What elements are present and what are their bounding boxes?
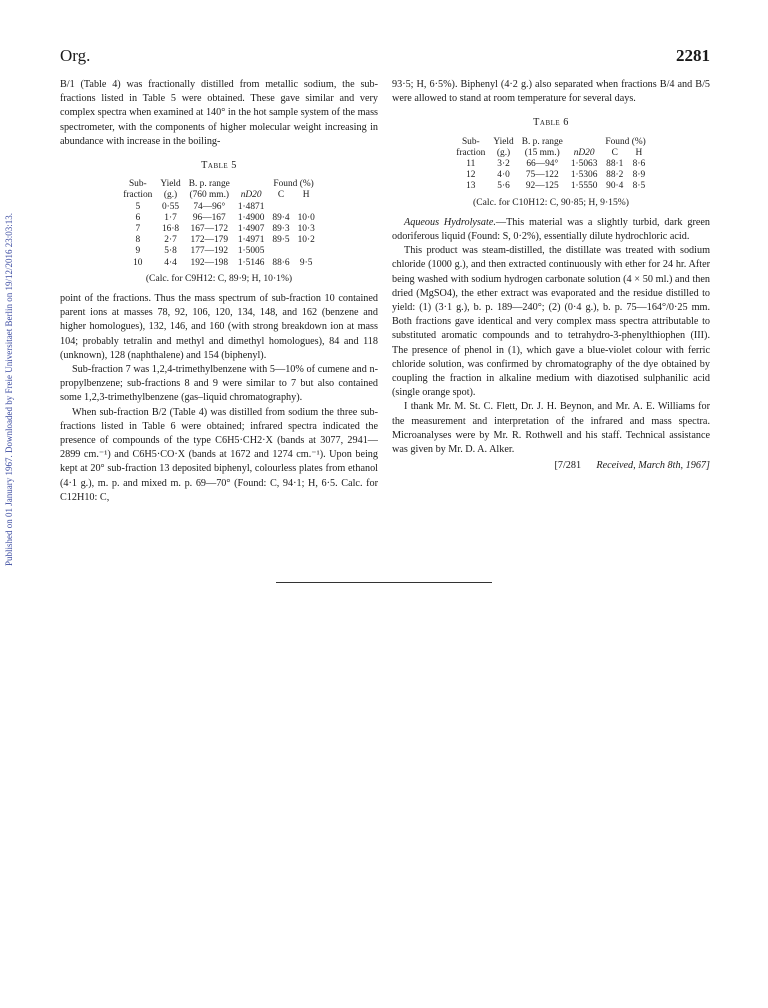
col-header: (g.) — [163, 190, 178, 201]
table-cell: 192—198 — [190, 257, 228, 268]
table-cell: 1·5063 — [570, 159, 598, 170]
table-cell: 10·0 — [297, 212, 315, 223]
received-date: Received, March 8th, 1967] — [596, 460, 710, 472]
table-cell — [268, 202, 293, 213]
table-cell: 10 — [133, 257, 143, 268]
table-row — [119, 213, 319, 224]
col-header: Yield — [493, 136, 514, 147]
table-cell: 167—172 — [190, 224, 228, 235]
table-cell: 8 — [135, 235, 141, 246]
table-cell: 1·4900 — [237, 212, 265, 223]
col-header: Sub- — [461, 136, 480, 147]
table-row — [119, 202, 319, 213]
table-row — [452, 170, 650, 181]
table-cell: 11 — [466, 159, 476, 170]
table-cell: 88·1 — [606, 159, 624, 170]
col-header: B. p. range — [188, 179, 230, 190]
table-cell: 1·5146 — [237, 257, 265, 268]
table-cell: 90·4 — [606, 181, 624, 192]
col-header: (760 mm.) — [189, 190, 230, 201]
col-header: (15 mm.) — [524, 147, 560, 158]
table-cell: 6 — [135, 212, 141, 223]
table-cell: 4·0 — [497, 170, 510, 181]
table-5-title: Table 5 — [201, 160, 237, 172]
col-header: H — [635, 147, 643, 158]
col-header: B. p. range — [521, 136, 563, 147]
col-header: fraction — [123, 190, 153, 201]
table-row — [119, 258, 319, 269]
table-cell: 5·8 — [164, 246, 177, 257]
col-header: fraction — [456, 147, 486, 158]
table-row — [452, 159, 650, 170]
col-header: (g.) — [496, 147, 511, 158]
table-row — [119, 246, 319, 257]
table-cell: 3·2 — [497, 159, 510, 170]
col-header: C — [611, 147, 618, 158]
table-cell: 5·6 — [497, 181, 510, 192]
table-cell: 1·7 — [164, 212, 177, 223]
table-cell: 74—96° — [193, 201, 226, 212]
table-row — [452, 181, 650, 192]
table-6 — [452, 137, 650, 193]
left-column — [60, 78, 378, 505]
paragraph — [392, 216, 710, 244]
table-row — [119, 235, 319, 246]
table-cell: 10·3 — [297, 224, 315, 235]
col-header: Sub- — [128, 179, 147, 190]
col-header: Found (%) — [605, 136, 646, 147]
table-cell: 8·6 — [632, 159, 646, 170]
table-cell: 88·2 — [606, 170, 624, 181]
table-cell — [294, 246, 319, 257]
table-6-calc: (Calc. for C10H12: C, 90·85; H, 9·15%) — [473, 196, 629, 208]
table-cell: 177—192 — [190, 246, 228, 257]
table-cell: 96—167 — [192, 212, 226, 223]
table-cell: 1·4871 — [237, 201, 265, 212]
section-heading: Aqueous Hydrolysate. — [404, 216, 496, 228]
table-cell: 0·55 — [161, 201, 180, 212]
table-5 — [119, 179, 319, 269]
reference-code: [7/281 — [554, 460, 582, 472]
paragraph: Sub-fraction 7 was 1,2,4-trimethylbenzene with 5—10% of cumene and n-propylbenzene; sub-fractions 8 and 9 were similar to 7 but also contained some 1,2,3-trimethylbenzene (gas–liquid chromatography). — [60, 364, 378, 404]
table-cell: 5 — [135, 201, 141, 212]
col-header: C — [277, 190, 285, 201]
table-cell: 4·4 — [164, 257, 177, 268]
table-cell: 89·4 — [272, 212, 290, 223]
table-cell: 75—122 — [525, 170, 559, 181]
table-row — [119, 224, 319, 235]
section-header: Org. — [60, 46, 91, 65]
table-cell: 89·5 — [272, 235, 290, 246]
table-cell: 1·5005 — [237, 246, 265, 257]
paragraph: point of the fractions. Thus the mass spectrum of sub-fraction 10 contained parent ions at masses 78, 92, 106, 120, 134, 148, and 162 (benzene and higher homologues), 132, 146, and 160 (with strong breakdown ion at mass 104; probably tetralin and methyl and dimethyl homologues), 84 and 118 (unknown), 128 (naphthalene) and 154 (biphenyl). — [60, 293, 378, 361]
col-header: Yield — [160, 179, 181, 190]
table-6-title: Table 6 — [533, 117, 569, 129]
table-cell: 9 — [135, 246, 141, 257]
received-line — [392, 459, 710, 473]
table-cell: 12 — [466, 170, 476, 181]
table-cell: 8·5 — [632, 181, 646, 192]
table-cell: 2·7 — [164, 235, 177, 246]
table-cell: 1·5550 — [570, 181, 598, 192]
table-cell: 89·3 — [272, 224, 290, 235]
table-cell: 13 — [466, 181, 476, 192]
table-cell: 10·2 — [297, 235, 315, 246]
table-cell: 1·4971 — [237, 235, 265, 246]
paragraph: 93·5; H, 6·5%). Biphenyl (4·2 g.) also separated when fractions B/4 and B/5 were allowed to stand at room temperature for several days. — [392, 79, 710, 105]
table-cell — [268, 246, 293, 257]
table-cell: 172—179 — [190, 235, 228, 246]
table-cell: 8·9 — [632, 170, 646, 181]
table-cell: 7 — [135, 224, 141, 235]
section-text: —This material was a slightly turbid, dark green odoriferous liquid (Found: S, 0·2%), essentially dilute hydrochloric acid. — [392, 216, 710, 243]
paragraph: This product was steam-distilled, the distillate was treated with sodium chloride (1000 g.), and then extracted continuously with ether for 24 hr. After being washed with sodium hydrogen carbonate solution (4 × 50 ml.) and then dried (MgSO4), the ether extract was evaporated and the residue distilled to yield: (1) (3·1 g.), b. p. 189—240°; (2) (0·4 g.), b. p. 75—164°/0·25 mm. Both fractions gave identical and very complex mass spectra attributable to substituted aromatic compounds and to tetrahydro-3-phenylthiophen (III). The presence of phenol in (1), which gave a blue-violet colour with ferric chloride solution, was confirmed by chromatography of the dye obtained by coupling the fraction in alkaline medium with diazotised sulphanilic acid (single orange spot). — [392, 245, 710, 399]
col-header: nD20 — [240, 190, 262, 201]
table-cell: 88·6 — [272, 257, 290, 268]
page-number: 2281 — [676, 46, 710, 65]
right-column — [392, 78, 710, 473]
table-cell: 66—94° — [526, 159, 559, 170]
paragraph: B/1 (Table 4) was fractionally distilled from metallic sodium, the sub-fractions listed in Table 5 were obtained. These gave similar and very complex spectra when examined at 140° in the hot sample system of the mass spectrometer, with the components of higher molecular weight increasing in abundance with increase in the boiling- — [60, 79, 378, 147]
table-cell: 92—125 — [525, 181, 559, 192]
table-cell: 1·5306 — [570, 170, 598, 181]
table-cell: 16·8 — [161, 224, 180, 235]
table-cell — [294, 202, 319, 213]
end-rule — [276, 582, 492, 583]
col-header: H — [302, 190, 310, 201]
table-5-calc: (Calc. for C9H12: C, 89·9; H, 10·1%) — [145, 272, 293, 284]
col-header: nD20 — [573, 147, 595, 158]
acknowledgement: I thank Mr. M. St. C. Flett, Dr. J. H. Beynon, and Mr. A. E. Williams for the measurement and interpretation of the infrared and mass spectra. Microanalyses were by Mr. R. Rothwell and his staff. Technical assistance was given by Mr. D. A. Alker. — [392, 401, 710, 456]
publication-sidebar: Published on 01 January 1967. Downloaded by Freie Universitaet Berlin on 19/12/2016 23:03:13. — [4, 213, 14, 567]
col-header: Found (%) — [273, 179, 314, 190]
table-cell: 9·5 — [299, 257, 313, 268]
table-cell: 1·4907 — [237, 224, 265, 235]
paragraph: When sub-fraction B/2 (Table 4) was distilled from sodium the three sub-fractions listed in Table 6 were obtained; infrared spectra indicated the presence of compounds of the type C6H5·CH2·X (bands at 3077, 2941—2899 cm.⁻¹) and C6H5·CO·X (bands at 1672 and 1274 cm.⁻¹). Upon being kept at 20° sub-fraction 13 deposited biphenyl, colourless plates from ethanol (4·1 g.), m. p. and mixed m. p. 69—70° (Found: C, 94·1; H, 6·5. Calc. for C12H10: C, — [60, 406, 378, 503]
